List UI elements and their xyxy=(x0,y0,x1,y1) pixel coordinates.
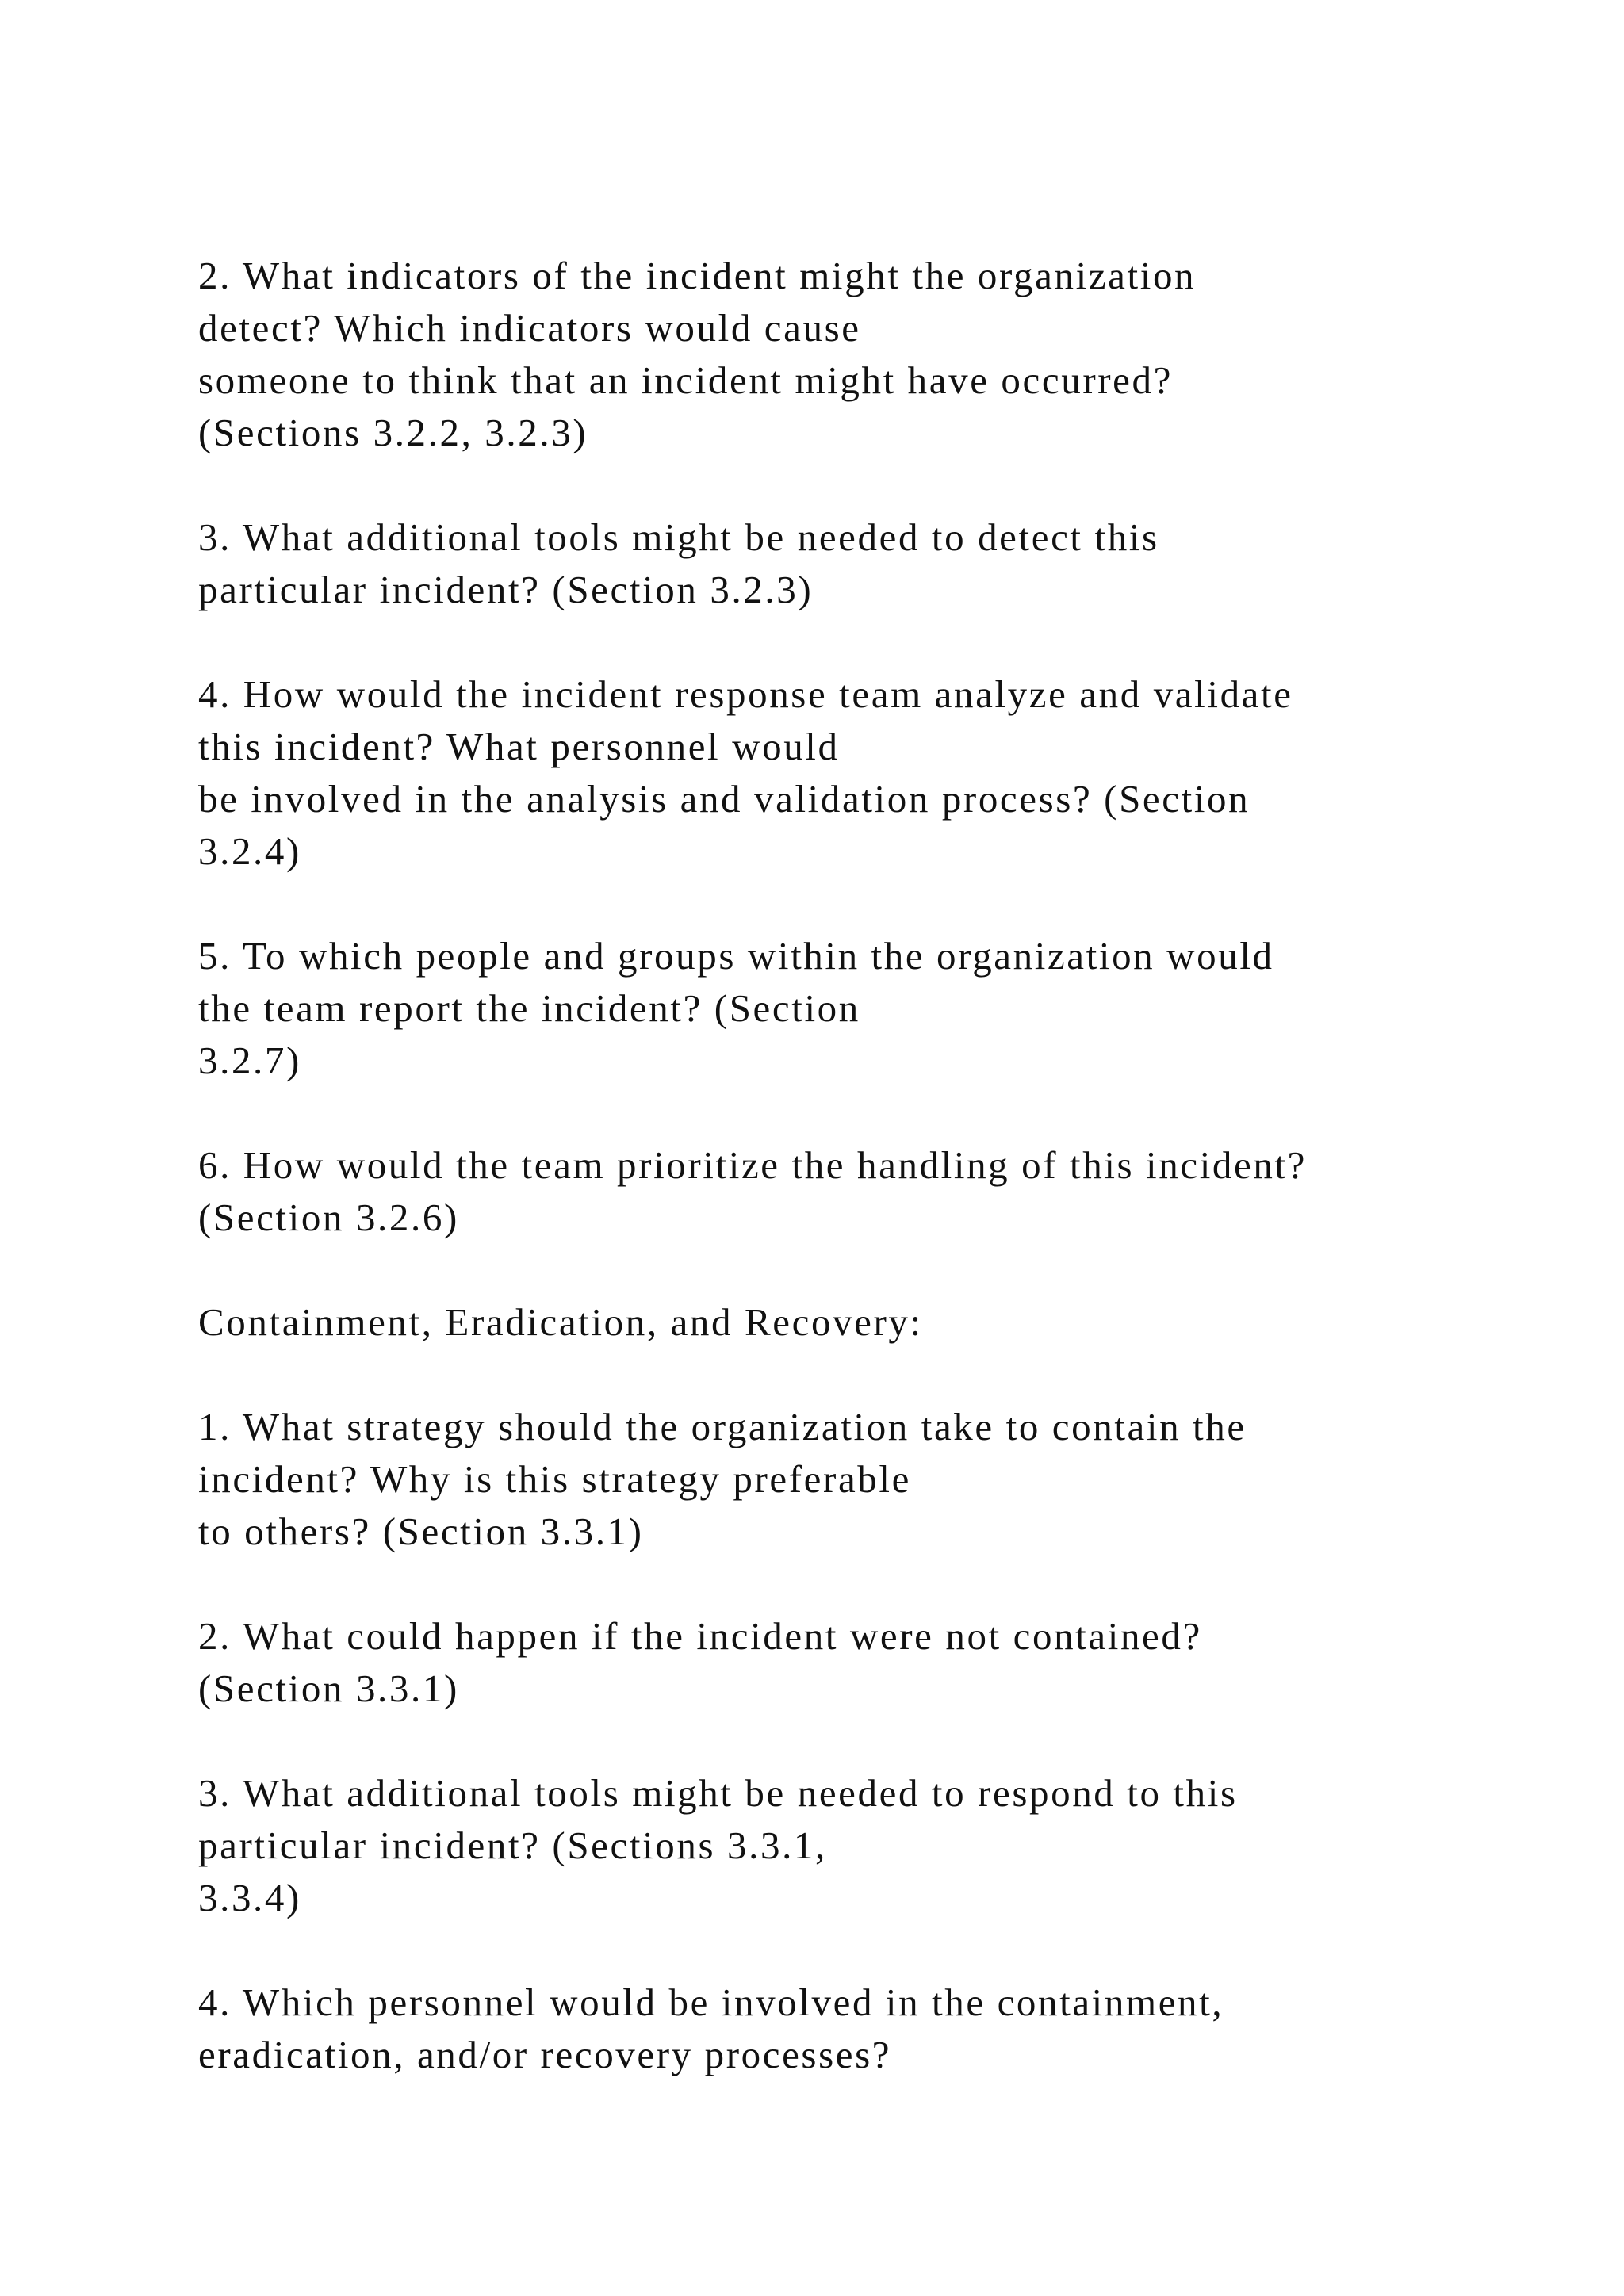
text-line: detect? Which indicators would cause xyxy=(198,306,861,350)
text-line: 4. Which personnel would be involved in the containment, xyxy=(198,1980,1224,2024)
text-line: 5. To which people and groups within the organization would xyxy=(198,934,1274,978)
text-line: eradication, and/or recovery processes? xyxy=(198,2033,892,2076)
text-line: 3.2.7) xyxy=(198,1039,301,1082)
document-body xyxy=(198,250,1594,2081)
text-line: 2. What indicators of the incident might the organization xyxy=(198,254,1197,297)
text-line: particular incident? (Sections 3.3.1, xyxy=(198,1823,827,1867)
section-heading xyxy=(198,1296,1594,1349)
question-personnel-involved xyxy=(198,1976,1594,2081)
text-line: 3. What additional tools might be needed to respond to this xyxy=(198,1771,1238,1815)
text-line: 1. What strategy should the organization take to contain the xyxy=(198,1405,1247,1448)
text-line: (Section 3.3.1) xyxy=(198,1667,459,1710)
text-line: Containment, Eradication, and Recovery: xyxy=(198,1300,923,1344)
question-containment-strategy xyxy=(198,1401,1594,1558)
text-line: 6. How would the team prioritize the handling of this incident? xyxy=(198,1143,1308,1187)
text-line: 2. What could happen if the incident were not contained? xyxy=(198,1614,1202,1658)
text-line: the team report the incident? (Section xyxy=(198,986,860,1030)
text-line: 3.3.4) xyxy=(198,1876,301,1919)
text-line: (Section 3.2.6) xyxy=(198,1196,459,1239)
question-detect-indicators xyxy=(198,250,1594,459)
question-detection-tools xyxy=(198,511,1594,616)
text-line: incident? Why is this strategy preferable xyxy=(198,1457,911,1501)
question-analyze-validate xyxy=(198,668,1594,878)
question-report-incident xyxy=(198,930,1594,1087)
text-line: someone to think that an incident might have occurred? xyxy=(198,358,1173,402)
question-response-tools xyxy=(198,1767,1594,1924)
text-line: 3. What additional tools might be needed to detect this xyxy=(198,515,1159,559)
text-line: 3.2.4) xyxy=(198,829,301,873)
text-line: 4. How would the incident response team analyze and validate xyxy=(198,672,1293,716)
text-line: (Sections 3.2.2, 3.2.3) xyxy=(198,411,588,454)
question-prioritize xyxy=(198,1139,1594,1244)
text-line: be involved in the analysis and validation process? (Section xyxy=(198,777,1251,821)
text-line: this incident? What personnel would xyxy=(198,725,840,768)
question-not-contained xyxy=(198,1610,1594,1715)
text-line: particular incident? (Section 3.2.3) xyxy=(198,568,814,611)
text-line: to others? (Section 3.3.1) xyxy=(198,1510,644,1553)
